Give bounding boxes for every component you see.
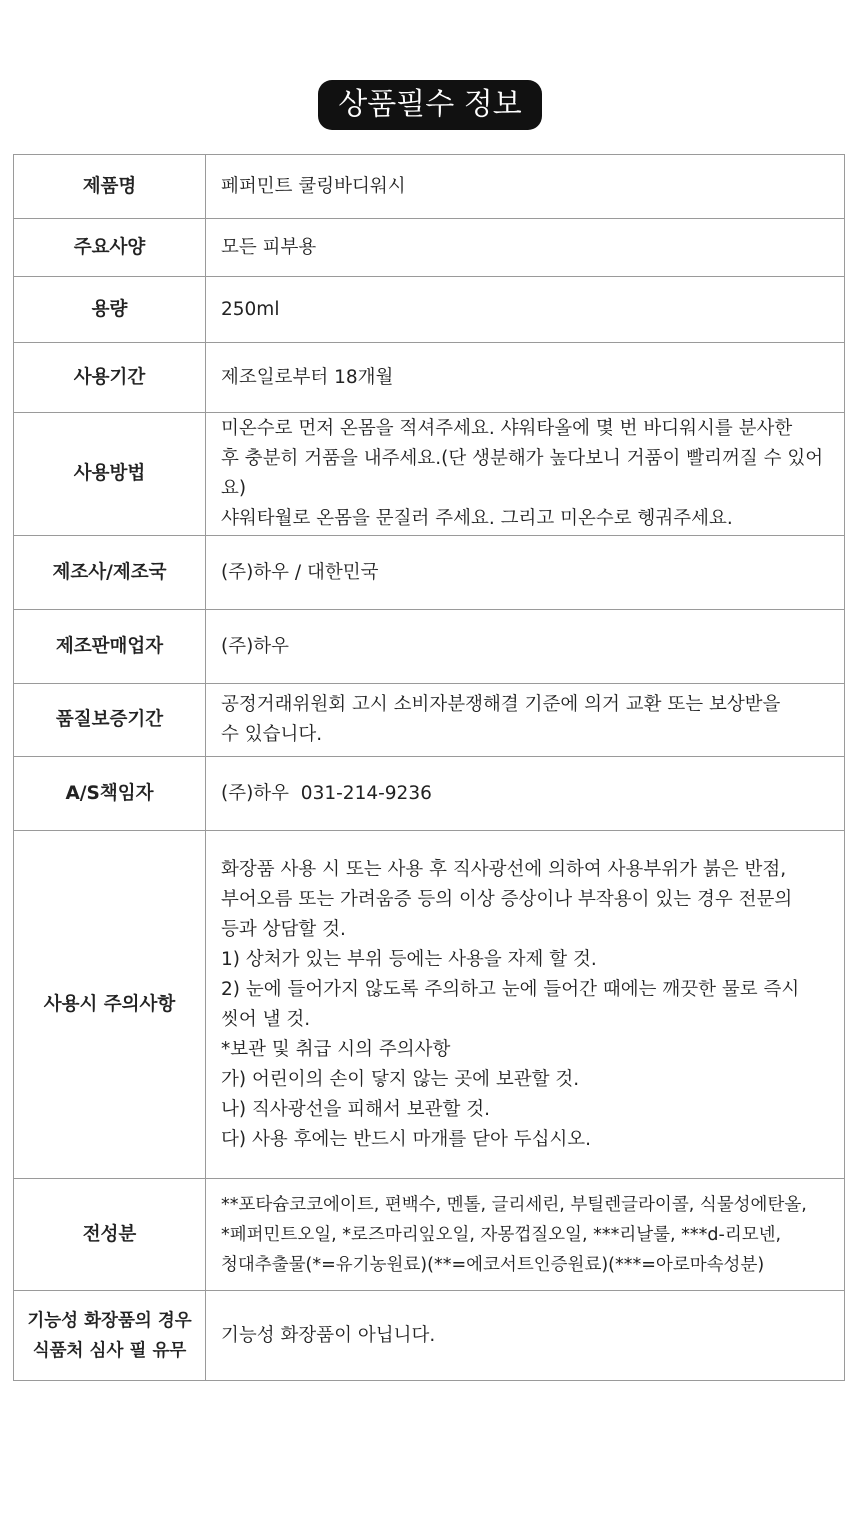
row-label: 사용방법 (14, 413, 206, 536)
page-title: 상품필수 정보 (318, 80, 541, 130)
row-label: 사용기간 (14, 343, 206, 413)
table-row (14, 684, 845, 757)
row-value: (주)하우 / 대한민국 (206, 536, 845, 610)
row-label: 기능성 화장품의 경우 식품처 심사 필 유무 (14, 1291, 206, 1381)
row-value: 모든 피부용 (206, 219, 845, 277)
table-row (14, 1179, 845, 1291)
table-row (14, 277, 845, 343)
row-label: A/S책임자 (14, 757, 206, 831)
row-label: 전성분 (14, 1179, 206, 1291)
row-value: 기능성 화장품이 아닙니다. (206, 1291, 845, 1381)
table-row (14, 610, 845, 684)
row-value: **포타슘코코에이트, 편백수, 멘톨, 글리세린, 부틸렌글라이콜, 식물성에탄올, *페퍼민트오일, *로즈마리잎오일, 자몽껍질오일, ***리날룰, ***d-리모넨, 청대추출물(*=유기농원료)(**=에코서트인증원료)(***=아로마속성분) (206, 1179, 845, 1291)
row-value: 공정거래위원회 고시 소비자분쟁해결 기준에 의거 교환 또는 보상받을 수 있습니다. (206, 684, 845, 757)
table-row (14, 757, 845, 831)
table-row (14, 831, 845, 1179)
row-value: 페퍼민트 쿨링바디워시 (206, 155, 845, 219)
table-row (14, 536, 845, 610)
row-label: 제조사/제조국 (14, 536, 206, 610)
table-row (14, 1291, 845, 1381)
row-value: 250ml (206, 277, 845, 343)
row-value: (주)하우 031-214-9236 (206, 757, 845, 831)
row-label: 품질보증기간 (14, 684, 206, 757)
row-label: 사용시 주의사항 (14, 831, 206, 1179)
row-label: 제품명 (14, 155, 206, 219)
table-row (14, 413, 845, 536)
row-value: 화장품 사용 시 또는 사용 후 직사광선에 의하여 사용부위가 붉은 반점, 부어오름 또는 가려움증 등의 이상 증상이나 부작용이 있는 경우 전문의 등과 상담할 것. 1) 상처가 있는 부위 등에는 사용을 자제 할 것. 2) 눈에 들어가지 않도록 주의하고 눈에 들어간 때에는 깨끗한 물로 즉시 씻어 낼 것. *보관 및 취급 시의 주의사항 가) 어린이의 손이 닿지 않는 곳에 보관할 것. 나) 직사광선을 피해서 보관할 것. 다) 사용 후에는 반드시 마개를 닫아 두십시오. (206, 831, 845, 1179)
row-label: 주요사양 (14, 219, 206, 277)
row-label: 제조판매업자 (14, 610, 206, 684)
row-label: 용량 (14, 277, 206, 343)
table-row (14, 343, 845, 413)
row-value: 미온수로 먼저 온몸을 적셔주세요. 샤워타올에 몇 번 바디워시를 분사한 후 충분히 거품을 내주세요.(단 생분해가 높다보니 거품이 빨리꺼질 수 있어요) 샤워타월로 온몸을 문질러 주세요. 그리고 미온수로 헹궈주세요. (206, 413, 845, 536)
row-value: (주)하우 (206, 610, 845, 684)
table-row (14, 219, 845, 277)
product-info-table (13, 154, 845, 1381)
table-row (14, 155, 845, 219)
row-value: 제조일로부터 18개월 (206, 343, 845, 413)
title-area (0, 80, 860, 130)
